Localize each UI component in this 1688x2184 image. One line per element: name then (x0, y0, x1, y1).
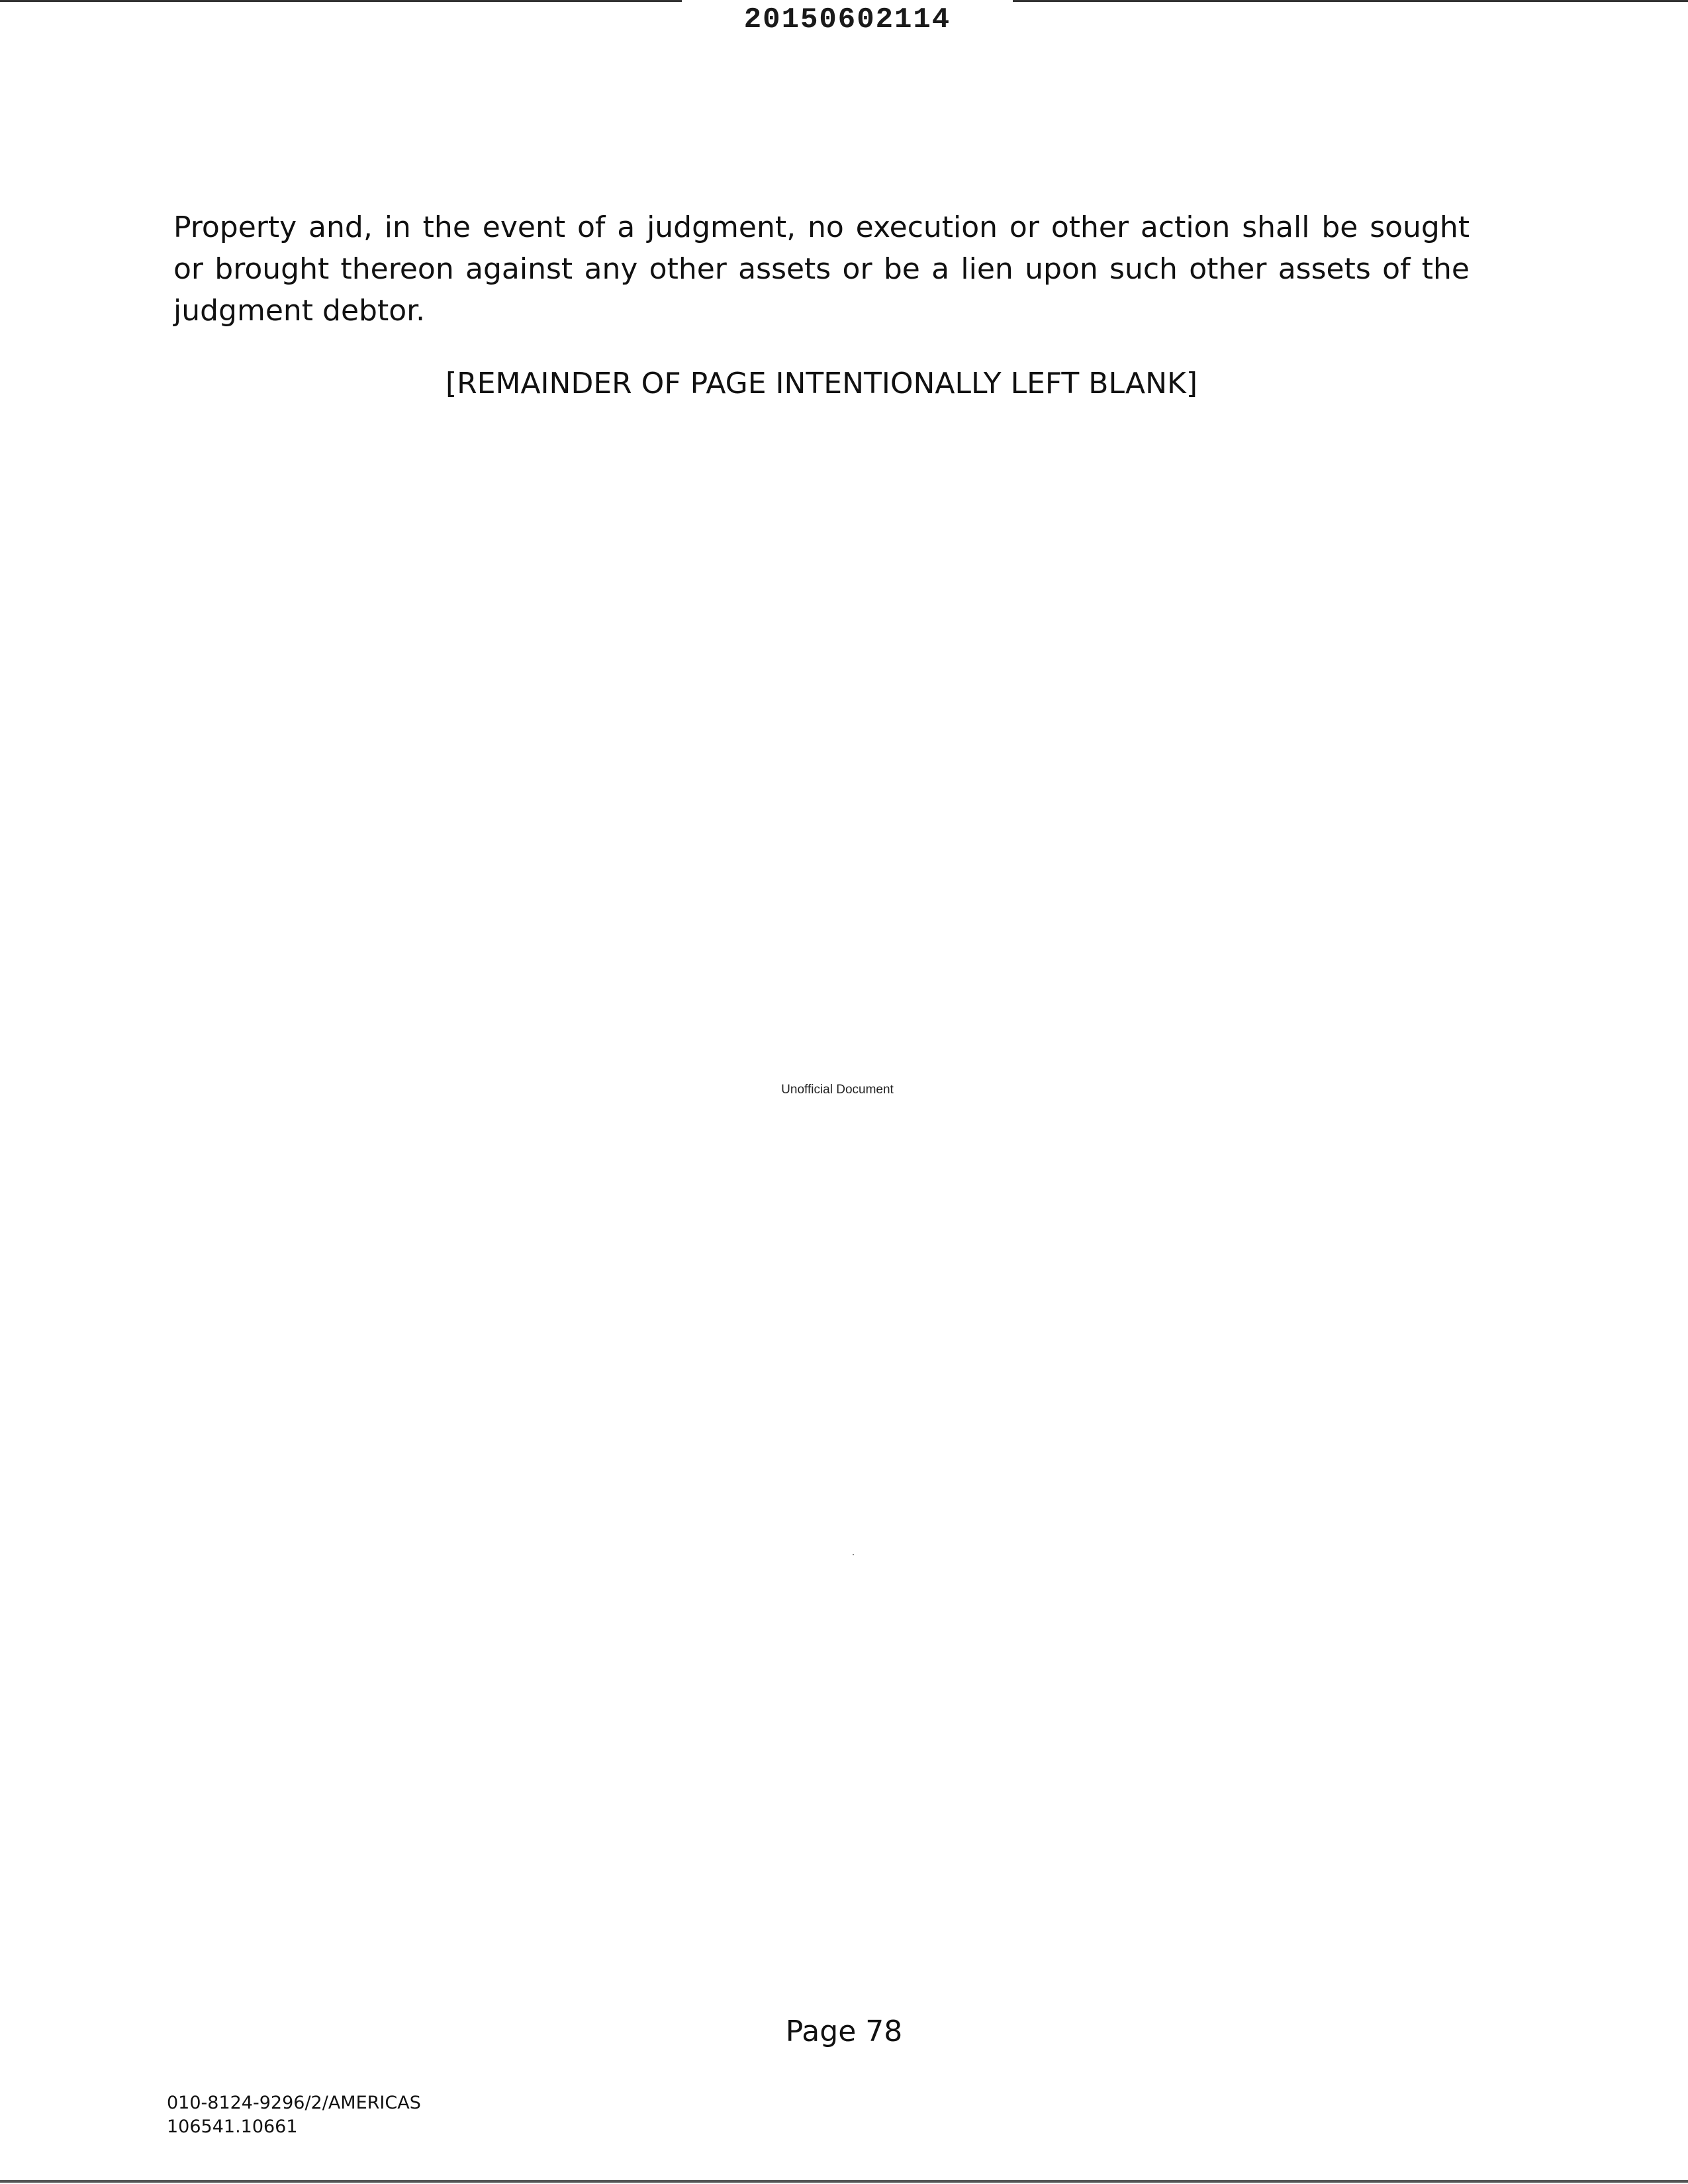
document-code-line: 010-8124-9296/2/AMERICAS (167, 2093, 421, 2113)
top-scan-rule-left (0, 0, 682, 2)
document-code-line: 106541.10661 (167, 2116, 298, 2137)
document-codes (167, 2091, 630, 2139)
blank-page-notice: [REMAINDER OF PAGE INTENTIONALLY LEFT BLANK] (445, 367, 1198, 400)
top-scan-rule-right (1013, 0, 1688, 2)
bottom-scan-rule (0, 2180, 1688, 2183)
body-paragraph: Property and, in the event of a judgment, no execution or other action shall be sought or brought thereon against any other assets or be a lien upon such other assets of the judgment debtor. (173, 210, 1470, 328)
recording-number: 20150602114 (743, 3, 951, 36)
page-number: Page 78 (785, 2015, 903, 2048)
scan-speck (853, 1554, 854, 1555)
unofficial-document-watermark: Unofficial Document (781, 1083, 894, 1097)
